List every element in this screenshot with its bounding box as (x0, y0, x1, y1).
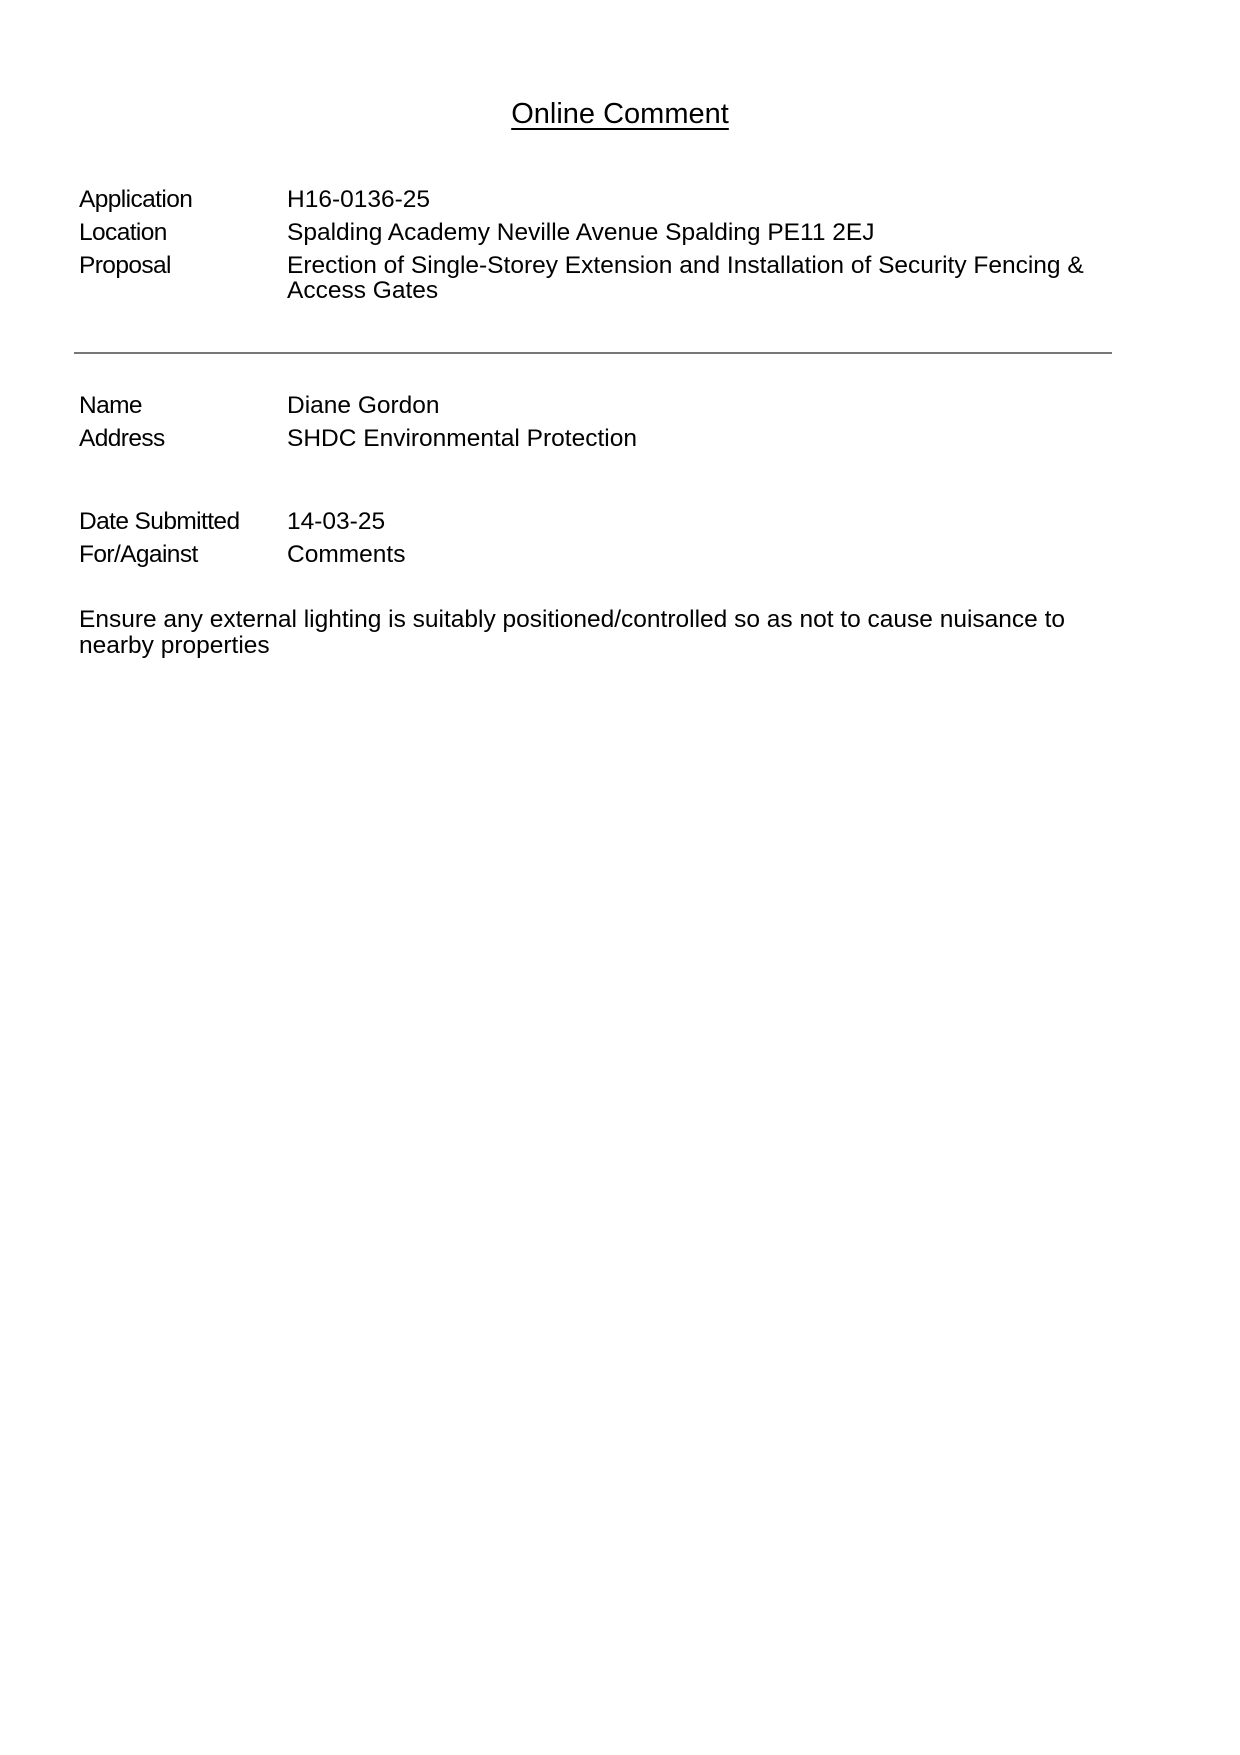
name-row (79, 389, 1109, 422)
application-row (79, 183, 1109, 216)
address-label: Address (79, 425, 165, 452)
location-label: Location (79, 219, 167, 246)
document-title (0, 96, 1240, 132)
document-title-text: Online Comment (511, 98, 729, 130)
date-submitted-value: 14-03-25 (287, 508, 386, 535)
date-submitted-label: Date Submitted (79, 508, 240, 535)
address-row (79, 422, 1109, 455)
for-against-row (79, 538, 1109, 571)
comment-body: Ensure any external lighting is suitably positioned/controlled so as not to cause nuisance to nearby properties (79, 606, 1066, 659)
commenter-details (79, 389, 1109, 455)
proposal-row (79, 249, 1109, 303)
date-submitted-row (79, 505, 1109, 538)
proposal-label: Proposal (79, 252, 171, 279)
application-label: Application (79, 186, 193, 213)
application-value: H16-0136-25 (287, 186, 431, 213)
proposal-value: Erection of Single-Storey Extension and Installation of Security Fencing & Access Gates (287, 252, 1084, 304)
name-label: Name (79, 392, 142, 419)
address-value: SHDC Environmental Protection (287, 425, 637, 452)
for-against-label: For/Against (79, 541, 198, 568)
location-row (79, 216, 1109, 249)
location-value: Spalding Academy Neville Avenue Spalding PE11 2EJ (287, 219, 875, 246)
for-against-value: Comments (287, 541, 406, 568)
section-divider (74, 352, 1112, 354)
name-value: Diane Gordon (287, 392, 440, 419)
submission-details (79, 505, 1109, 571)
application-details (79, 183, 1109, 303)
